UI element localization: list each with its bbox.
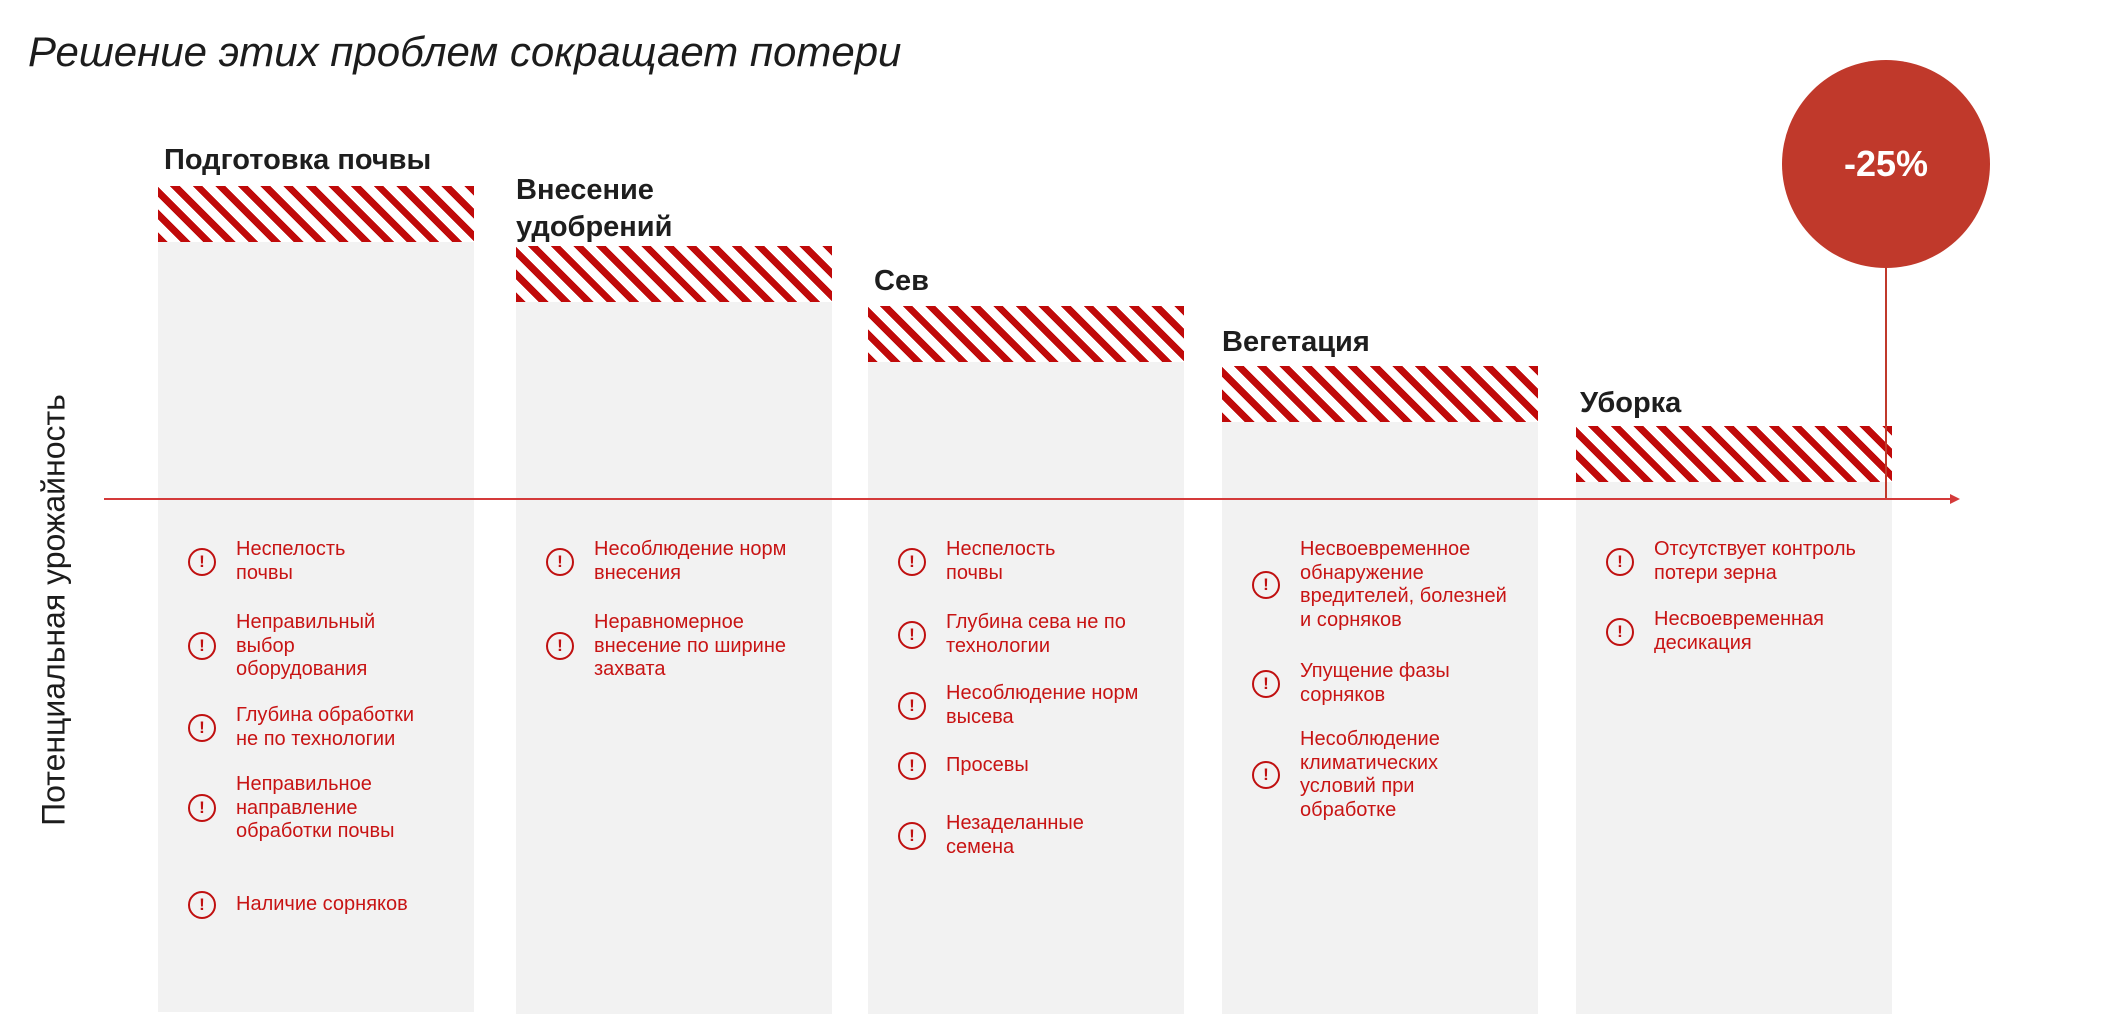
issue-text: Неправильный выбор оборудования	[236, 611, 376, 680]
slide-title: Решение этих проблем сокращает потери	[28, 28, 902, 75]
issue-item	[1252, 538, 1540, 632]
issue-text: Несоблюдение норм высева	[946, 682, 1139, 728]
issue-item	[188, 773, 476, 844]
alert-icon: !	[898, 822, 926, 850]
issue-text: Отсутствует контроль потери зерна	[1654, 538, 1856, 584]
alert-icon: !	[546, 548, 574, 576]
issue-text: Несоблюдение норм внесения	[594, 538, 787, 584]
stage-title-sowing: Сев	[874, 265, 929, 297]
alert-icon: !	[898, 692, 926, 720]
issue-text: Неправильное направление обработки почвы	[236, 773, 395, 842]
issue-text: Неспелость почвы	[236, 538, 346, 584]
x-axis-arrow-icon	[1950, 494, 1960, 504]
alert-icon: !	[188, 714, 216, 742]
loss-hatch-bar	[868, 306, 1184, 362]
stage-column-sowing	[868, 306, 1184, 1014]
issue-item	[898, 611, 1186, 658]
issue-text: Несоблюдение климатических условий при обработке	[1300, 728, 1440, 821]
stage-title-soil-preparation: Подготовка почвы	[164, 144, 432, 176]
issue-item	[546, 538, 834, 585]
issue-item	[188, 538, 476, 585]
stage-column-soil-preparation	[158, 186, 474, 1012]
alert-icon: !	[1606, 618, 1634, 646]
issue-text: Незаделанные семена	[946, 812, 1084, 858]
issue-text: Неспелость почвы	[946, 538, 1056, 584]
stage-column-fertilization	[516, 246, 832, 1014]
loss-hatch-bar	[516, 246, 832, 302]
issue-item	[188, 704, 476, 751]
alert-icon: !	[188, 891, 216, 919]
stage-title-fertilization: Внесение удобрений	[516, 174, 673, 243]
issue-text: Упущение фазы сорняков	[1300, 660, 1450, 706]
alert-icon: !	[898, 621, 926, 649]
loss-badge-value: -25%	[1843, 143, 1929, 184]
issue-item	[898, 812, 1186, 859]
loss-badge	[1782, 60, 1990, 268]
loss-hatch-bar	[158, 186, 474, 242]
issue-text: Глубина обработки не по технологии	[236, 704, 414, 750]
issue-text: Несвоевременная десикация	[1654, 608, 1824, 654]
issue-text: Неравномерное внесение по ширине захвата	[594, 611, 787, 680]
issue-item	[1252, 728, 1540, 822]
issue-text: Наличие сорняков	[236, 893, 408, 916]
stage-title-vegetation: Вегетация	[1222, 326, 1370, 358]
stage-column-vegetation	[1222, 366, 1538, 1014]
loss-connector-line	[1885, 260, 1887, 498]
stage-column-harvesting	[1576, 426, 1892, 1014]
issue-item	[188, 611, 476, 682]
alert-icon: !	[188, 548, 216, 576]
alert-icon: !	[546, 632, 574, 660]
x-axis-line	[104, 498, 1952, 500]
alert-icon: !	[898, 752, 926, 780]
loss-hatch-bar	[1222, 366, 1538, 422]
issue-item	[188, 891, 476, 919]
issue-item	[898, 752, 1186, 780]
loss-hatch-bar	[1576, 426, 1892, 482]
alert-icon: !	[1606, 548, 1634, 576]
issue-item	[898, 682, 1186, 729]
alert-icon: !	[1252, 670, 1280, 698]
y-axis-label: Потенциальная урожайность	[35, 394, 72, 826]
alert-icon: !	[1252, 761, 1280, 789]
issue-item	[1252, 660, 1540, 707]
issue-item	[546, 611, 834, 682]
issue-text: Несвоевременное обнаружение вредителей, болезней и сорняков	[1300, 538, 1507, 631]
alert-icon: !	[898, 548, 926, 576]
issue-text: Глубина сева не по технологии	[946, 611, 1126, 657]
issue-item	[1606, 538, 1894, 585]
alert-icon: !	[188, 632, 216, 660]
stage-title-harvesting: Уборка	[1580, 387, 1682, 419]
issue-text: Просевы	[946, 754, 1029, 777]
issue-item	[1606, 608, 1894, 655]
alert-icon: !	[1252, 571, 1280, 599]
alert-icon: !	[188, 794, 216, 822]
issue-item	[898, 538, 1186, 585]
